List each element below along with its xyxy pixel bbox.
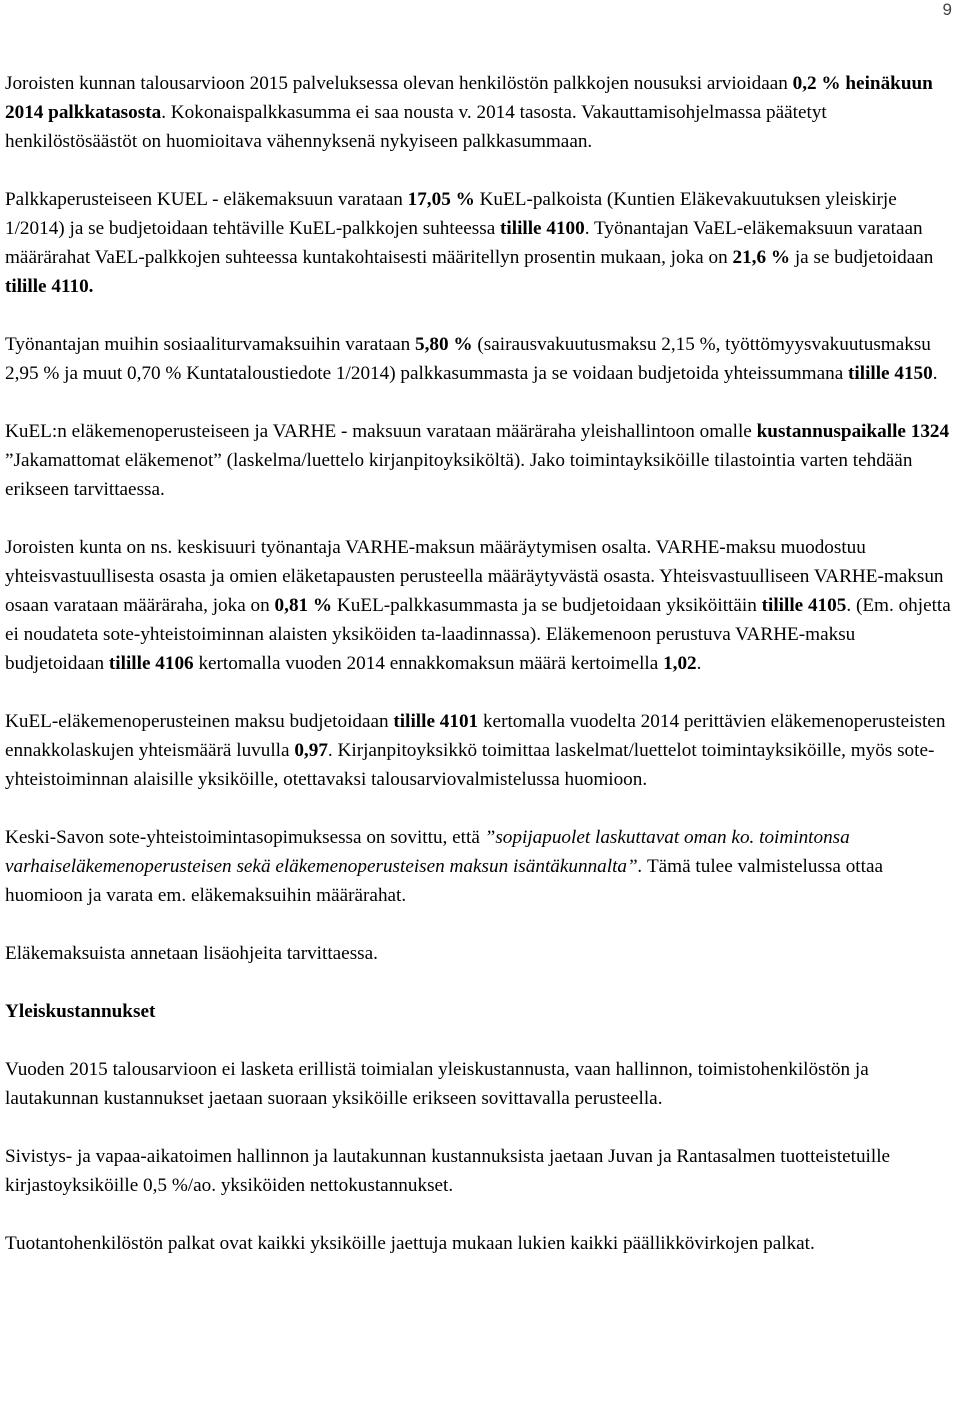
page-number: 9: [942, 0, 952, 19]
document-body: [5, 69, 955, 1258]
paragraph-overhead-costs: Vuoden 2015 talousarvioon ei lasketa erillistä toimialan yleiskustannusta, vaan hallinnon, toimistohenkilöstön ja lautakunnan kustannukset jaetaan suoraan yksiköille erikseen sovittavalla perusteella.: [5, 1059, 869, 1109]
paragraph-library-costs: Sivistys- ja vapaa-aikatoimen hallinnon ja lautakunnan kustannuksista jaetaan Juvan ja Rantasalmen tuotteistetuille kirjastoyksiköille 0,5 %/ao. yksiköiden nettokustannukset.: [5, 1146, 891, 1196]
paragraph-kuel-pension: Palkkaperusteiseen KUEL - eläkemaksuun varataan 17,05 % KuEL-palkoista (Kuntien Eläkevakuutuksen yleiskirje 1/2014) ja se budjetoidaan tehtäville KuEL-palkkojen suhteessa tilille 4100. Työnantajan VaEL-eläkemaksuun varataan määrärahat VaEL-palkkojen suhteessa kuntakohtaisesti määritellyn prosentin mukaan, joka on 21,6 % ja se budjetoidaan tilille 4110.: [5, 189, 934, 297]
paragraph-varhe-employer: Joroisten kunta on ns. keskisuuri työnantaja VARHE-maksun määräytymisen osalta. VARHE-maksu muodostuu yhteisvastuullisesta osasta ja omien eläketapausten perusteella määräytyvästä osasta. Yhteisvastuulliseen VARHE-maksun osaan varataan määräraha, joka on 0,81 % KuEL-palkkasummasta ja se budjetoidaan yksiköittäin tilille 4105. (Em. ohjetta ei noudateta sote-yhteistoiminnan alaisten yksiköiden ta-laadinnassa). Eläkemenoon perustuva VARHE-maksu budjetoidaan tilille 4106 kertomalla vuoden 2014 ennakkomaksun määrä kertoimella 1,02.: [5, 537, 951, 674]
section-heading-overhead: Yleiskustannukset: [5, 1001, 156, 1022]
paragraph-production-salaries: Tuotantohenkilöstön palkat ovat kaikki yksiköille jaettuja mukaan lukien kaikki päällikkövirkojen palkat.: [5, 1233, 815, 1254]
paragraph-keski-savon-agreement: Keski-Savon sote-yhteistoimintasopimuksessa on sovittu, että ”sopijapuolet laskuttavat oman ko. toimintonsa varhaiseläkemenoperusteisen sekä eläkemenoperusteisen maksun isäntäkunnalta”. Tämä tulee valmistelussa ottaa huomioon ja varata em. eläkemaksuihin määrärahat.: [5, 827, 883, 906]
paragraph-salary-increase: Joroisten kunnan talousarvioon 2015 palveluksessa olevan henkilöstön palkkojen nousuksi arvioidaan 0,2 % heinäkuun 2014 palkkatasosta. Kokonaispalkkasumma ei saa nousta v. 2014 tasosta. Vakauttamisohjelmassa päätetyt henkilöstösäästöt on huomioitava vähennyksenä nykyiseen palkkasummaan.: [5, 73, 933, 152]
paragraph-social-security: Työnantajan muihin sosiaaliturvamaksuihin varataan 5,80 % (sairausvakuutusmaksu 2,15 %, työttömyysvakuutusmaksu 2,95 % ja muut 0,70 % Kuntataloustiedote 1/2014) palkkasummasta ja se voidaan budjetoida yhteissummana tilille 4150.: [5, 334, 938, 384]
paragraph-kuel-pension-expense: KuEL-eläkemenoperusteinen maksu budjetoidaan tilille 4101 kertomalla vuodelta 2014 perittävien eläkemenoperusteisten ennakkolaskujen yhteismäärä luvulla 0,97. Kirjanpitoyksikkö toimittaa laskelmat/luettelot toimintayksiköille, myös sote-yhteistoiminnan alaisille yksiköille, otettavaksi talousarviovalmistelussa huomioon.: [5, 711, 946, 790]
paragraph-varhe-appropriation: KuEL:n eläkemenoperusteiseen ja VARHE - maksuun varataan määräraha yleishallintoon omalle kustannuspaikalle 1324 ”Jakamattomat eläkemenot” (laskelma/luettelo kirjanpitoyksiköltä). Jako toimintayksiköille tilastointia varten tehdään erikseen tarvittaessa.: [5, 421, 950, 500]
paragraph-additional-instructions: Eläkemaksuista annetaan lisäohjeita tarvittaessa.: [5, 943, 378, 964]
